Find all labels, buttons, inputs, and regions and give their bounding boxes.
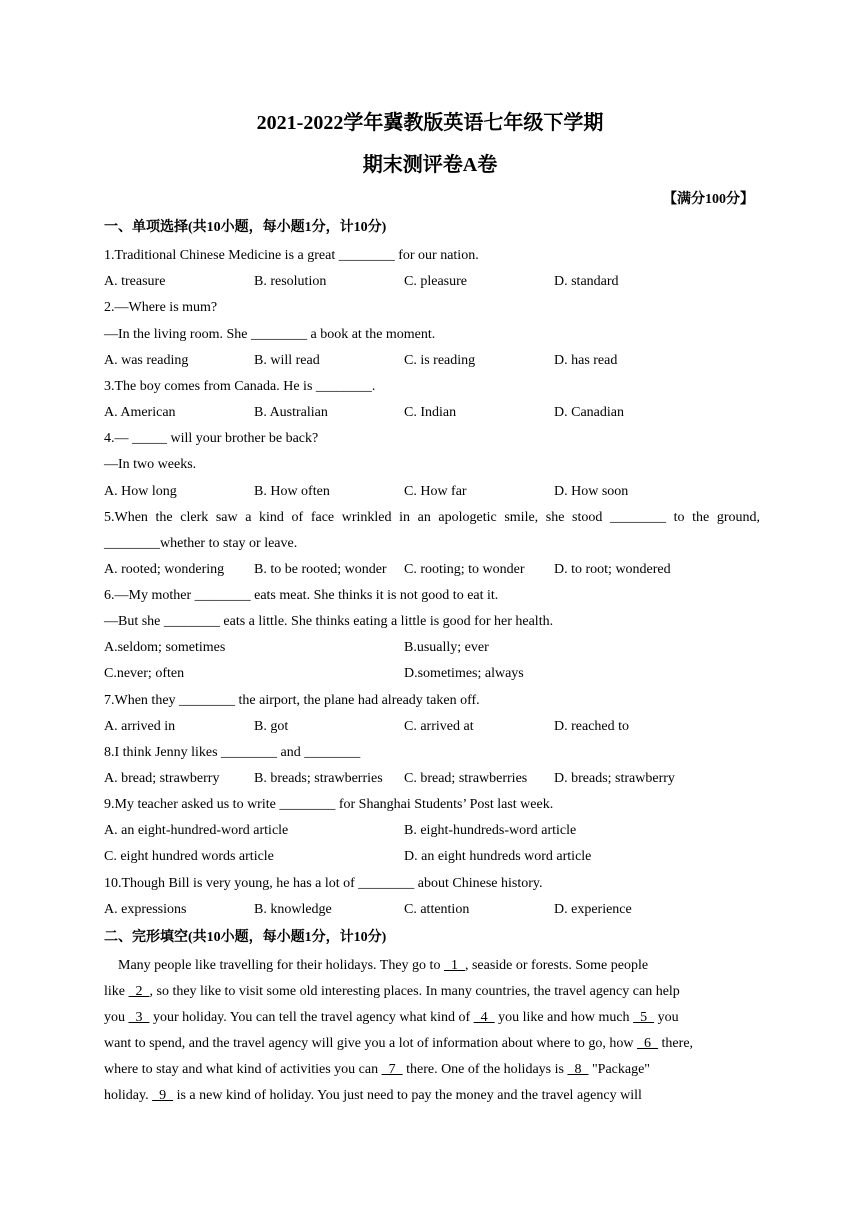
q1-option-a: A. treasure xyxy=(104,274,166,289)
cloze-line-4 xyxy=(104,1034,760,1054)
q2-option-d: D. has read xyxy=(554,353,618,368)
section-heading-cloze: 二、完形填空(共10小题，每小题1分，计10分) xyxy=(104,930,387,945)
cloze-text: like xyxy=(104,984,129,999)
q1-option-d: D. standard xyxy=(554,274,619,289)
question-9-stem: 9.My teacher asked us to write ________ for Shanghai Students’ Post last week. xyxy=(104,797,554,812)
q4-option-a: A. How long xyxy=(104,484,177,499)
cloze-text: you xyxy=(104,1010,129,1025)
q4-option-c: C. How far xyxy=(404,484,467,499)
cloze-line-6 xyxy=(104,1086,760,1106)
cloze-text: there. One of the holidays is xyxy=(402,1062,568,1077)
cloze-text: Many people like travelling for their holidays. They go to xyxy=(118,958,444,973)
q7-option-d: D. reached to xyxy=(554,719,630,734)
q4-option-d: D. How soon xyxy=(554,484,629,499)
question-4-stem: 4.— _____ will your brother be back? xyxy=(104,431,319,446)
q8-option-d: D. breads; strawberry xyxy=(554,771,675,786)
question-7-stem: 7.When they ________ the airport, the plane had already taken off. xyxy=(104,693,480,708)
question-3-stem: 3.The boy comes from Canada. He is ________. xyxy=(104,379,376,394)
question-6-stem: 6.—My mother ________ eats meat. She thinks it is not good to eat it. xyxy=(104,588,499,603)
question-2-stem: 2.—Where is mum? xyxy=(104,300,218,315)
q7-option-b: B. got xyxy=(254,719,289,734)
q2-option-a: A. was reading xyxy=(104,353,189,368)
question-1-stem: 1.Traditional Chinese Medicine is a great ________ for our nation. xyxy=(104,248,479,263)
cloze-blank-6: 6 xyxy=(637,1036,659,1051)
question-5-stem-cont: ________whether to stay or leave. xyxy=(104,536,298,551)
cloze-blank-5: 5 xyxy=(633,1010,655,1025)
q5-option-d: D. to root; wondered xyxy=(554,562,671,577)
q9-option-b: B. eight-hundreds-word article xyxy=(404,823,577,838)
q7-option-c: C. arrived at xyxy=(404,719,474,734)
q6-option-d: D.sometimes; always xyxy=(404,666,524,681)
cloze-text: holiday. xyxy=(104,1088,153,1103)
question-2-stem-cont: —In the living room. She ________ a book at the moment. xyxy=(104,327,436,342)
q3-option-b: B. Australian xyxy=(254,405,328,420)
cloze-text: want to spend, and the travel agency will give you a lot of information about where to go, how xyxy=(104,1036,638,1051)
q5-option-c: C. rooting; to wonder xyxy=(404,562,525,577)
q5-option-a: A. rooted; wondering xyxy=(104,562,225,577)
q6-option-c: C.never; often xyxy=(104,666,185,681)
q10-option-b: B. knowledge xyxy=(254,902,332,917)
cloze-line-1 xyxy=(118,956,760,976)
cloze-text: , so they like to visit some old interesting places. In many countries, the travel agency can help xyxy=(149,984,680,999)
cloze-text: is a new kind of holiday. You just need to pay the money and the travel agency will xyxy=(173,1088,642,1103)
cloze-blank-9: 9 xyxy=(152,1088,174,1103)
q1-option-c: C. pleasure xyxy=(404,274,467,289)
q8-option-c: C. bread; strawberries xyxy=(404,771,528,786)
question-10-stem: 10.Though Bill is very young, he has a lot of ________ about Chinese history. xyxy=(104,876,543,891)
cloze-text: where to stay and what kind of activities you can xyxy=(104,1062,382,1077)
q9-option-d: D. an eight hundreds word article xyxy=(404,849,592,864)
cloze-blank-2: 2 xyxy=(128,984,150,999)
q10-option-a: A. expressions xyxy=(104,902,187,917)
question-8-stem: 8.I think Jenny likes ________ and ________ xyxy=(104,745,361,760)
q2-option-b: B. will read xyxy=(254,353,320,368)
cloze-text: your holiday. You can tell the travel agency what kind of xyxy=(149,1010,474,1025)
question-6-stem-cont: —But she ________ eats a little. She thinks eating a little is good for her health. xyxy=(104,614,554,629)
q2-option-c: C. is reading xyxy=(404,353,476,368)
cloze-line-3 xyxy=(104,1008,760,1028)
question-5-stem: 5.When the clerk saw a kind of face wrinkled in an apologetic smile, she stood ________ to the ground, xyxy=(104,510,760,525)
cloze-text: , seaside or forests. Some people xyxy=(464,958,649,973)
q9-option-a: A. an eight-hundred-word article xyxy=(104,823,289,838)
cloze-blank-1: 1 xyxy=(443,958,465,973)
q3-option-d: D. Canadian xyxy=(554,405,624,420)
q8-option-a: A. bread; strawberry xyxy=(104,771,220,786)
cloze-blank-4: 4 xyxy=(473,1010,495,1025)
cloze-line-5 xyxy=(104,1060,760,1080)
cloze-text: you like and how much xyxy=(494,1010,634,1025)
cloze-text: you xyxy=(654,1010,679,1025)
cloze-text: there, xyxy=(658,1036,694,1051)
q3-option-c: C. Indian xyxy=(404,405,457,420)
q7-option-a: A. arrived in xyxy=(104,719,176,734)
q6-option-b: B.usually; ever xyxy=(404,640,489,655)
q8-option-b: B. breads; strawberries xyxy=(254,771,383,786)
full-score-label: 【满分100分】 xyxy=(663,192,754,207)
page-subtitle: 期末测评卷A卷 xyxy=(362,154,498,176)
q3-option-a: A. American xyxy=(104,405,176,420)
q1-option-b: B. resolution xyxy=(254,274,327,289)
cloze-blank-8: 8 xyxy=(567,1062,589,1077)
q5-option-b: B. to be rooted; wonder xyxy=(254,562,387,577)
cloze-blank-7: 7 xyxy=(381,1062,403,1077)
q9-option-c: C. eight hundred words article xyxy=(104,849,274,864)
page-title: 2021-2022学年冀教版英语七年级下学期 xyxy=(256,112,604,134)
cloze-line-2 xyxy=(104,982,760,1002)
q10-option-c: C. attention xyxy=(404,902,470,917)
cloze-text: "Package" xyxy=(588,1062,651,1077)
q6-option-a: A.seldom; sometimes xyxy=(104,640,226,655)
q10-option-d: D. experience xyxy=(554,902,632,917)
section-heading-choice: 一、单项选择(共10小题，每小题1分，计10分) xyxy=(104,220,387,235)
cloze-blank-3: 3 xyxy=(128,1010,150,1025)
question-4-stem-cont: —In two weeks. xyxy=(104,457,197,472)
q4-option-b: B. How often xyxy=(254,484,330,499)
